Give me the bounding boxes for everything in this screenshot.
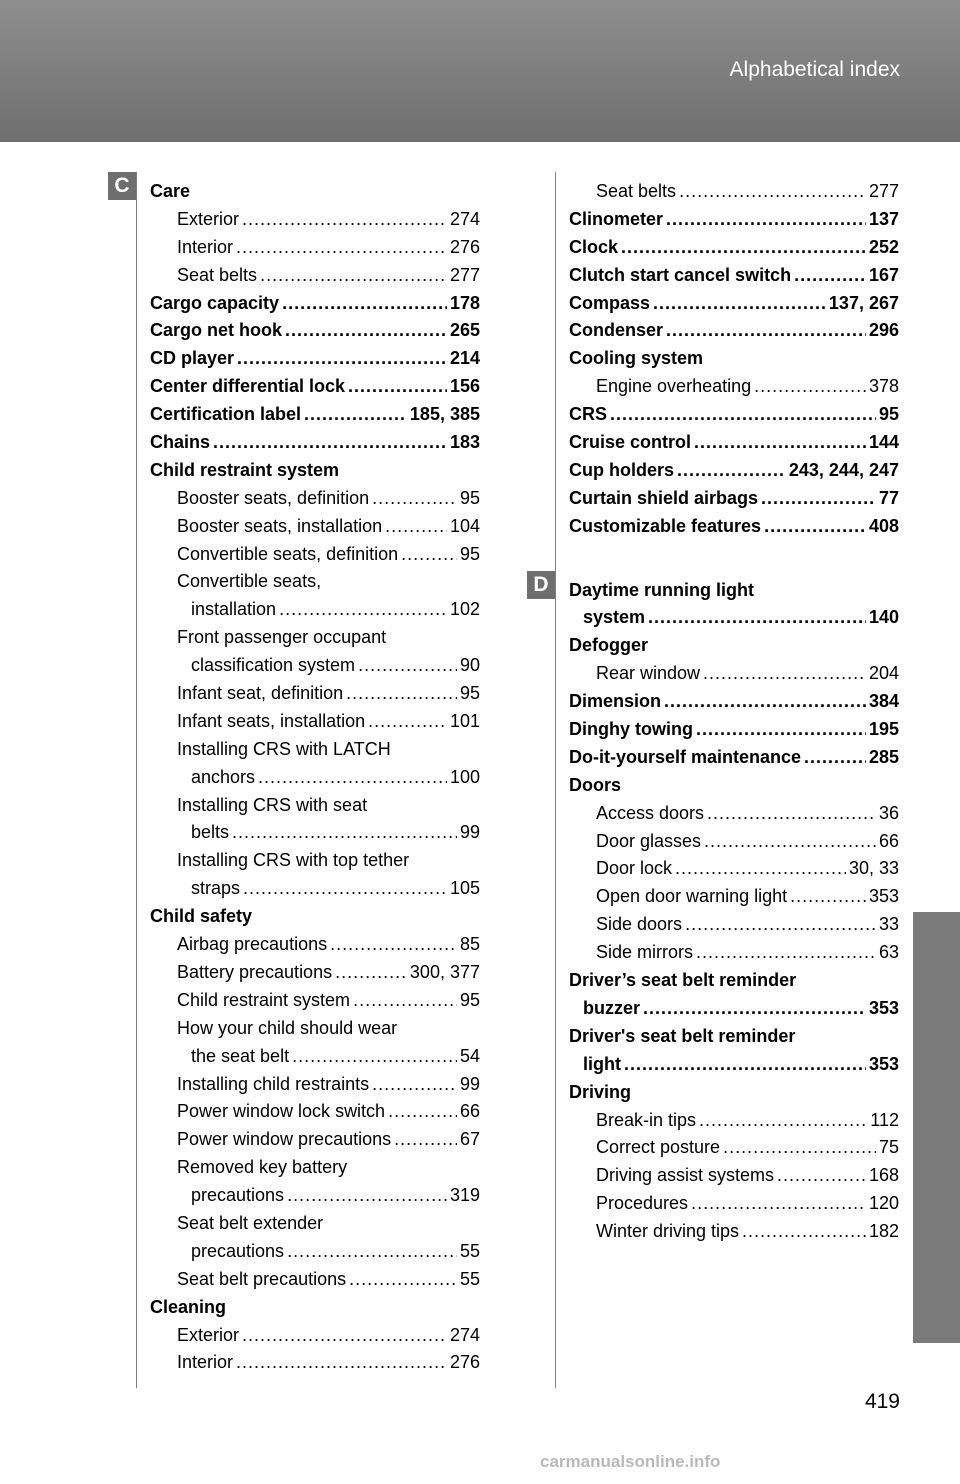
leader-dots — [242, 206, 447, 234]
index-term: Seat belts — [177, 264, 258, 285]
left-column-rule — [136, 172, 137, 1388]
index-term: Care — [150, 181, 191, 201]
page-reference: 285 — [868, 746, 899, 767]
index-term: Clinometer — [569, 208, 664, 229]
index-term: Door glasses — [596, 830, 702, 851]
index-entry — [569, 1051, 899, 1079]
page-reference: 75 — [878, 1137, 899, 1158]
leader-dots — [666, 206, 866, 234]
index-term: Cup holders — [569, 459, 675, 480]
index-term: Dinghy towing — [569, 719, 693, 740]
leader-dots — [696, 939, 876, 967]
index-term: Booster seats, installation — [177, 515, 383, 536]
index-entry — [150, 345, 480, 373]
index-entry — [150, 178, 480, 206]
leader-dots — [258, 764, 447, 792]
side-thumb-tab — [913, 912, 960, 1343]
page-reference: 54 — [459, 1045, 480, 1066]
index-term: installation — [191, 599, 277, 620]
index-term: Driver's seat belt reminder — [569, 1025, 796, 1046]
page-reference: 67 — [459, 1129, 480, 1150]
page-reference: 95 — [459, 989, 480, 1010]
index-entry — [569, 1079, 899, 1107]
leader-dots — [368, 708, 447, 736]
index-term: system — [583, 607, 646, 628]
index-term: Customizable features — [569, 515, 762, 536]
index-entry — [150, 568, 480, 596]
page-reference: 183 — [449, 432, 480, 453]
page-reference: 277 — [868, 181, 899, 201]
index-term: Cooling system — [569, 348, 704, 369]
index-term: Infant seat, definition — [177, 683, 344, 704]
leader-dots — [388, 1098, 457, 1126]
leader-dots — [699, 1107, 867, 1135]
index-entry — [569, 744, 899, 772]
leader-dots — [621, 234, 866, 262]
leader-dots — [348, 373, 447, 401]
leader-dots — [346, 680, 457, 708]
page-reference: 102 — [449, 599, 480, 620]
page-reference: 66 — [459, 1101, 480, 1122]
leader-dots — [237, 345, 447, 373]
page-reference: 296 — [868, 320, 899, 341]
index-entry — [150, 262, 480, 290]
index-term: Cleaning — [150, 1296, 227, 1317]
index-entry — [150, 1322, 480, 1350]
leader-dots — [335, 959, 407, 987]
leader-dots — [287, 1182, 447, 1210]
index-term: Defogger — [569, 635, 649, 656]
index-entry — [569, 1107, 899, 1135]
index-entry — [150, 429, 480, 457]
leader-dots — [742, 1218, 866, 1246]
page-reference: 384 — [868, 691, 899, 712]
page-reference: 265 — [449, 320, 480, 341]
index-term: Child safety — [150, 906, 253, 927]
index-entry — [150, 792, 480, 820]
index-entry — [150, 290, 480, 318]
index-entry — [569, 345, 899, 373]
page-reference: 277 — [449, 264, 480, 285]
index-entry — [569, 234, 899, 262]
index-term: Break-in tips — [596, 1109, 697, 1130]
page-reference: 104 — [449, 515, 480, 536]
page-reference: 274 — [449, 208, 480, 229]
index-term: precautions — [191, 1185, 285, 1206]
index-entry — [150, 1098, 480, 1126]
index-term: Exterior — [177, 1324, 240, 1345]
index-entry — [150, 1182, 480, 1210]
index-entry — [150, 819, 480, 847]
index-term: Winter driving tips — [596, 1221, 740, 1242]
index-entry — [569, 485, 899, 513]
index-term: belts — [191, 822, 230, 843]
index-entry — [569, 1134, 899, 1162]
leader-dots — [287, 1238, 457, 1266]
leader-dots — [401, 541, 457, 569]
index-entry — [150, 875, 480, 903]
section-gap — [569, 541, 899, 577]
leader-dots — [679, 178, 866, 206]
index-entry — [569, 206, 899, 234]
index-term: CD player — [150, 348, 235, 369]
index-term: anchors — [191, 766, 256, 787]
index-entry — [569, 373, 899, 401]
index-entry — [150, 1266, 480, 1294]
leader-dots — [664, 688, 866, 716]
page-reference: 353 — [868, 886, 899, 907]
index-term: Booster seats, definition — [177, 487, 370, 508]
index-term: Interior — [177, 1352, 234, 1373]
leader-dots — [610, 401, 876, 429]
leader-dots — [624, 1051, 866, 1079]
index-term: Engine overheating — [596, 376, 752, 397]
leader-dots — [677, 457, 786, 485]
page-reference: 112 — [870, 1109, 899, 1130]
index-term: Curtain shield airbags — [569, 487, 759, 508]
index-entry — [569, 577, 899, 605]
leader-dots — [279, 596, 447, 624]
index-term: Convertible seats, definition — [177, 543, 399, 564]
leader-dots — [304, 401, 407, 429]
index-term: Driving assist systems — [596, 1165, 775, 1186]
page-reference: 168 — [868, 1165, 899, 1186]
leader-dots — [236, 234, 447, 262]
leader-dots — [777, 1162, 866, 1190]
leader-dots — [242, 1322, 447, 1350]
index-term: Clutch start cancel switch — [569, 264, 792, 285]
middle-column-rule — [555, 172, 556, 1388]
index-entry — [150, 1294, 480, 1322]
index-entry — [150, 680, 480, 708]
index-entry — [150, 708, 480, 736]
page-reference: 408 — [868, 515, 899, 536]
index-entry — [150, 513, 480, 541]
leader-dots — [653, 290, 826, 318]
page-reference: 95 — [459, 543, 480, 564]
index-term: How your child should wear — [177, 1017, 398, 1038]
page-reference: 33 — [878, 914, 899, 935]
index-entry — [569, 457, 899, 485]
leader-dots — [754, 373, 866, 401]
index-entry — [569, 800, 899, 828]
leader-dots — [292, 1043, 457, 1071]
leader-dots — [707, 800, 876, 828]
index-term: Side doors — [596, 914, 683, 935]
index-entry — [150, 596, 480, 624]
index-term: Driving — [569, 1081, 632, 1102]
index-term: Procedures — [596, 1193, 689, 1214]
index-entry — [569, 911, 899, 939]
index-term: Cruise control — [569, 432, 692, 453]
index-entry — [569, 1162, 899, 1190]
index-term: precautions — [191, 1240, 285, 1261]
index-entry — [569, 660, 899, 688]
page-reference: 178 — [449, 292, 480, 313]
leader-dots — [703, 660, 866, 688]
index-term: Correct posture — [596, 1137, 721, 1158]
index-term: Installing CRS with seat — [177, 794, 368, 815]
page-header — [0, 0, 960, 142]
section-title: Alphabetical index — [729, 58, 900, 81]
page-reference: 156 — [449, 376, 480, 397]
index-term: Driver’s seat belt reminder — [569, 970, 797, 991]
index-term: Chains — [150, 432, 211, 453]
index-term: Power window precautions — [177, 1129, 392, 1150]
leader-dots — [285, 317, 447, 345]
page-reference: 195 — [868, 719, 899, 740]
page-reference: 85 — [459, 934, 480, 955]
index-term: Rear window — [596, 663, 701, 684]
page-reference: 30, 33 — [848, 858, 899, 879]
leader-dots — [372, 1071, 457, 1099]
index-entry — [150, 903, 480, 931]
index-term: Certification label — [150, 404, 302, 425]
page-reference: 300, 377 — [409, 961, 480, 982]
index-term: Dimension — [569, 691, 662, 712]
index-term: classification system — [191, 655, 356, 676]
index-entry — [150, 401, 480, 429]
leader-dots — [213, 429, 447, 457]
index-term: Door lock — [596, 858, 673, 879]
index-entry — [569, 317, 899, 345]
leader-dots — [691, 1190, 866, 1218]
index-term: Cargo net hook — [150, 320, 283, 341]
page-reference: 99 — [459, 822, 480, 843]
leader-dots — [694, 429, 866, 457]
leader-dots — [260, 262, 447, 290]
index-entry — [150, 1238, 480, 1266]
page-reference: 100 — [449, 766, 480, 787]
index-entry — [150, 541, 480, 569]
leader-dots — [394, 1126, 457, 1154]
letter-tab-d: D — [527, 571, 555, 599]
index-entry — [569, 1023, 899, 1051]
page-reference: 276 — [449, 236, 480, 257]
leader-dots — [723, 1134, 876, 1162]
leader-dots — [243, 875, 447, 903]
page-reference: 36 — [878, 802, 899, 823]
index-term: light — [583, 1053, 621, 1074]
index-term: the seat belt — [191, 1045, 290, 1066]
page-reference: 353 — [868, 997, 899, 1018]
page-reference: 319 — [449, 1185, 480, 1206]
page-reference: 144 — [868, 432, 899, 453]
index-entry — [150, 234, 480, 262]
index-entry — [150, 959, 480, 987]
leader-dots — [764, 513, 866, 541]
watermark: carmanualsonline.info — [540, 1452, 721, 1471]
page-reference: 276 — [449, 1352, 480, 1373]
leader-dots — [794, 262, 866, 290]
index-entry — [150, 1043, 480, 1071]
index-term: Seat belts — [596, 181, 677, 201]
index-entry — [569, 178, 899, 206]
index-entry — [150, 652, 480, 680]
page-reference: 252 — [868, 236, 899, 257]
page-reference: 90 — [459, 655, 480, 676]
index-term: Front passenger occupant — [177, 627, 387, 648]
index-entry — [569, 401, 899, 429]
page-number: 419 — [864, 1390, 900, 1413]
page-reference: 167 — [868, 264, 899, 285]
index-term: Condenser — [569, 320, 664, 341]
index-term: Seat belt precautions — [177, 1268, 347, 1289]
index-term: Installing child restraints — [177, 1073, 370, 1094]
page-reference: 101 — [449, 710, 480, 731]
index-entry — [150, 764, 480, 792]
index-entry — [569, 513, 899, 541]
index-column-right — [569, 178, 899, 1246]
index-term: Infant seats, installation — [177, 710, 366, 731]
index-entry — [569, 855, 899, 883]
leader-dots — [385, 513, 447, 541]
index-term: Battery precautions — [177, 961, 333, 982]
index-entry — [150, 1210, 480, 1238]
index-entry — [569, 1218, 899, 1246]
index-term: CRS — [569, 404, 608, 425]
index-entry — [150, 736, 480, 764]
page-reference: 204 — [868, 663, 899, 684]
leader-dots — [236, 1349, 447, 1377]
index-entry — [569, 967, 899, 995]
page-reference: 55 — [459, 1240, 480, 1261]
index-entry — [569, 939, 899, 967]
page-reference: 95 — [878, 404, 899, 425]
index-entry — [569, 828, 899, 856]
page-reference: 55 — [459, 1268, 480, 1289]
index-entry — [569, 1190, 899, 1218]
page-reference: 140 — [868, 607, 899, 628]
page-reference: 274 — [449, 1324, 480, 1345]
index-entry — [150, 1071, 480, 1099]
index-term: Access doors — [596, 802, 705, 823]
index-entry — [569, 688, 899, 716]
index-term: Removed key battery — [177, 1157, 348, 1178]
page-reference: 95 — [459, 683, 480, 704]
index-term: Side mirrors — [596, 942, 694, 963]
index-term: Daytime running light — [569, 579, 755, 600]
index-entry — [150, 1154, 480, 1182]
index-term: Center differential lock — [150, 376, 346, 397]
index-entry — [150, 485, 480, 513]
index-entry — [569, 604, 899, 632]
leader-dots — [696, 716, 866, 744]
page-reference: 66 — [878, 830, 899, 851]
index-term: Airbag precautions — [177, 934, 328, 955]
index-entry — [569, 290, 899, 318]
index-entry — [150, 987, 480, 1015]
index-entry — [569, 716, 899, 744]
index-term: Exterior — [177, 208, 240, 229]
page-reference: 185, 385 — [409, 404, 480, 425]
leader-dots — [675, 855, 846, 883]
index-entry — [150, 931, 480, 959]
leader-dots — [353, 987, 457, 1015]
letter-tab-c: C — [108, 172, 136, 200]
page-reference: 105 — [449, 878, 480, 899]
index-entry — [150, 206, 480, 234]
index-term: Child restraint system — [150, 459, 340, 480]
page-reference: 99 — [459, 1073, 480, 1094]
page-reference: 243, 244, 247 — [788, 459, 899, 480]
index-entry — [150, 1126, 480, 1154]
leader-dots — [790, 883, 866, 911]
index-term: straps — [191, 878, 241, 899]
index-term: Installing CRS with LATCH — [177, 738, 391, 759]
page-reference: 182 — [868, 1221, 899, 1242]
index-entry — [569, 995, 899, 1023]
page-reference: 120 — [868, 1193, 899, 1214]
page-reference: 63 — [878, 942, 899, 963]
page-reference: 137 — [868, 208, 899, 229]
page-reference: 95 — [459, 487, 480, 508]
index-term: Seat belt extender — [177, 1212, 324, 1233]
index-entry — [569, 429, 899, 457]
index-entry — [569, 632, 899, 660]
page-reference: 137, 267 — [828, 292, 899, 313]
leader-dots — [643, 995, 866, 1023]
index-term: Installing CRS with top tether — [177, 850, 410, 871]
leader-dots — [358, 652, 457, 680]
index-term: Cargo capacity — [150, 292, 280, 313]
index-term: Interior — [177, 236, 234, 257]
index-entry — [150, 624, 480, 652]
leader-dots — [648, 604, 866, 632]
index-term: Power window lock switch — [177, 1101, 386, 1122]
index-term: Clock — [569, 236, 619, 257]
leader-dots — [232, 819, 457, 847]
leader-dots — [349, 1266, 457, 1294]
index-term: Do-it-yourself maintenance — [569, 746, 802, 767]
index-entry — [150, 457, 480, 485]
index-term: buzzer — [583, 997, 641, 1018]
leader-dots — [372, 485, 457, 513]
leader-dots — [330, 931, 457, 959]
leader-dots — [685, 911, 876, 939]
index-entry — [569, 772, 899, 800]
page-reference: 214 — [449, 348, 480, 369]
index-entry — [150, 1349, 480, 1377]
leader-dots — [804, 744, 866, 772]
index-term: Convertible seats, — [177, 571, 322, 592]
leader-dots — [282, 290, 447, 318]
index-entry — [150, 847, 480, 875]
page-reference: 353 — [868, 1053, 899, 1074]
index-entry — [150, 373, 480, 401]
page-reference: 378 — [868, 376, 899, 397]
leader-dots — [704, 828, 876, 856]
page-reference: 77 — [878, 487, 899, 508]
index-entry — [569, 262, 899, 290]
index-term: Child restraint system — [177, 989, 351, 1010]
index-term: Open door warning light — [596, 886, 788, 907]
index-entry — [569, 883, 899, 911]
index-term: Compass — [569, 292, 651, 313]
leader-dots — [666, 317, 866, 345]
index-entry — [150, 1015, 480, 1043]
index-term: Doors — [569, 774, 622, 795]
index-entry — [150, 317, 480, 345]
leader-dots — [761, 485, 876, 513]
index-column-left — [150, 178, 480, 1377]
